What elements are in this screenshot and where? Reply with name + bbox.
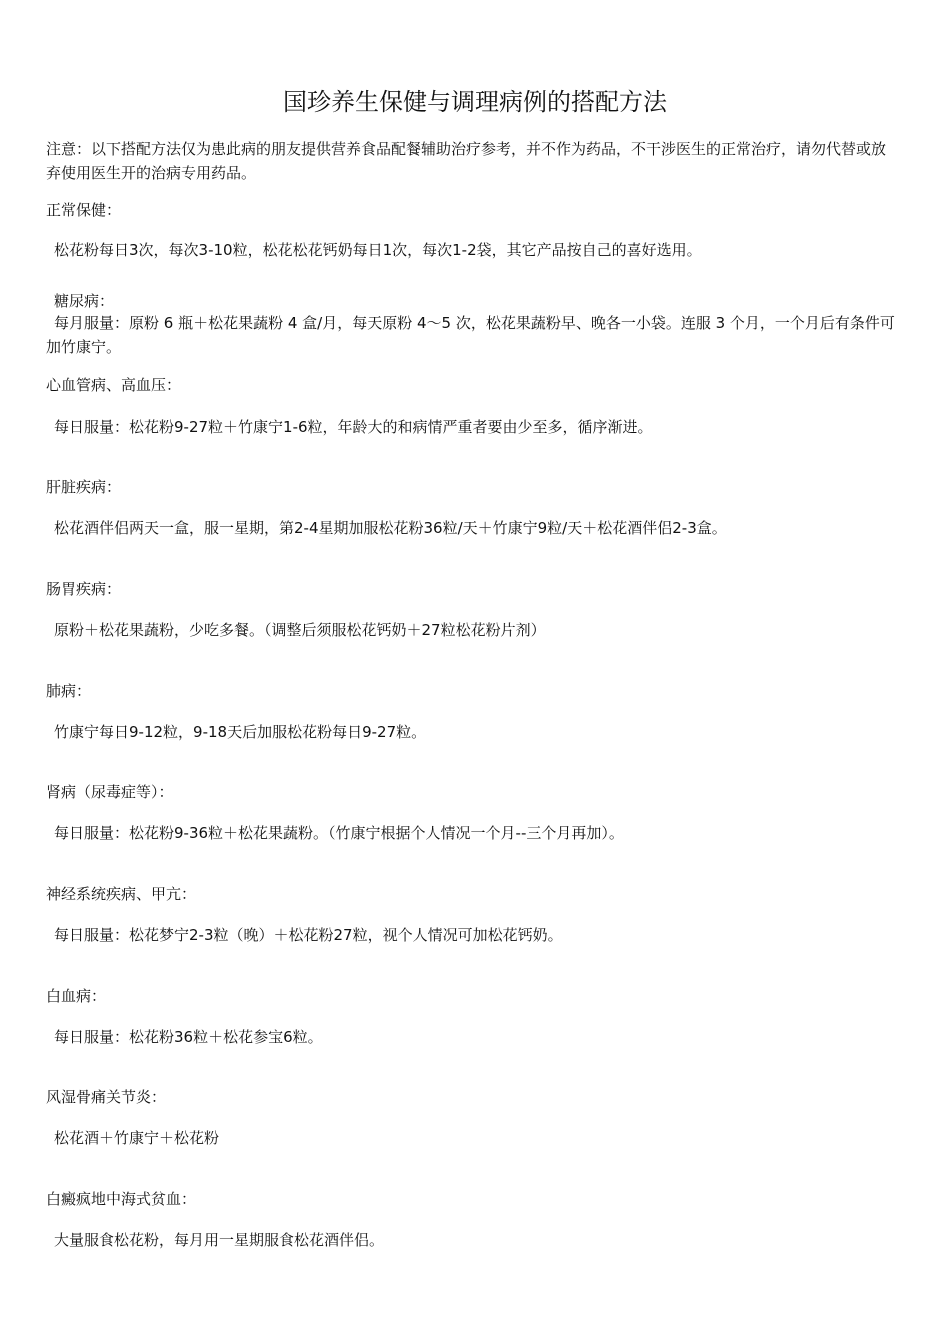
section-heading-kidney: 肾病（尿毒症等）： bbox=[46, 783, 174, 801]
section-heading-leukemia: 白血病： bbox=[46, 987, 107, 1005]
section-text-normal-care: 松花粉每日3次，每次3-10粒，松花松花钙奶每日1次，每次1-2袋，其它产品按自己的喜好选用。 bbox=[54, 241, 702, 259]
section-text-kidney: 每日服量：松花粉9-36粒＋松花果蔬粉。（竹康宁根据个人情况一个月--三个月再加）。 bbox=[54, 824, 624, 842]
section-heading-gastro: 肠胃疾病： bbox=[46, 580, 122, 598]
section-heading-normal-care: 正常保健： bbox=[46, 201, 122, 219]
section-text-cardiovascular: 每日服量：松花粉9-27粒＋竹康宁1-6粒，年龄大的和病情严重者要由少至多，循序渐进。 bbox=[54, 418, 653, 436]
disclaimer-note: 注意：以下搭配方法仅为患此病的朋友提供营养食品配餐辅助治疗参考，并不作为药品，不干涉医生的正常治疗，请勿代替或放弃使用医生开的治病专用药品。 bbox=[46, 140, 887, 182]
section-text-vitiligo-anemia: 大量服食松花粉，每月用一星期服食松花酒伴侣。 bbox=[54, 1231, 385, 1249]
section-heading-rheumatism: 风湿骨痛关节炎： bbox=[46, 1088, 167, 1106]
section-heading-diabetes: 糖尿病： bbox=[54, 292, 115, 310]
section-text-diabetes: 每月服量：原粉 6 瓶＋松花果蔬粉 4 盒/月，每天原粉 4～5 次，松花果蔬粉早、晚各一小袋。连服 3 个月，一个月后有条件可加竹康宁。 bbox=[46, 314, 895, 356]
section-text-liver: 松花酒伴侣两天一盒，服一星期，第2-4星期加服松花粉36粒/天＋竹康宁9粒/天＋松花酒伴侣2-3盒。 bbox=[54, 519, 727, 537]
section-text-nervous: 每日服量：松花梦宁2-3粒（晚）＋松花粉27粒，视个人情况可加松花钙奶。 bbox=[54, 926, 563, 944]
section-heading-liver: 肝脏疾病： bbox=[46, 478, 122, 496]
section-heading-nervous: 神经系统疾病、甲亢： bbox=[46, 885, 197, 903]
section-heading-cardiovascular: 心血管病、高血压： bbox=[46, 376, 182, 394]
section-text-leukemia: 每日服量：松花粉36粒＋松花参宝6粒。 bbox=[54, 1028, 323, 1046]
section-heading-vitiligo-anemia: 白癜疯地中海式贫血： bbox=[46, 1190, 197, 1208]
page-title: 国珍养生保健与调理病例的搭配方法 bbox=[283, 88, 667, 116]
section-text-gastro: 原粉＋松花果蔬粉，少吃多餐。（调整后须服松花钙奶＋27粒松花粉片剂） bbox=[54, 621, 546, 639]
section-heading-lung: 肺病： bbox=[46, 682, 92, 700]
section-text-rheumatism: 松花酒＋竹康宁＋松花粉 bbox=[54, 1129, 220, 1147]
section-text-lung: 竹康宁每日9-12粒，9-18天后加服松花粉每日9-27粒。 bbox=[54, 723, 427, 741]
